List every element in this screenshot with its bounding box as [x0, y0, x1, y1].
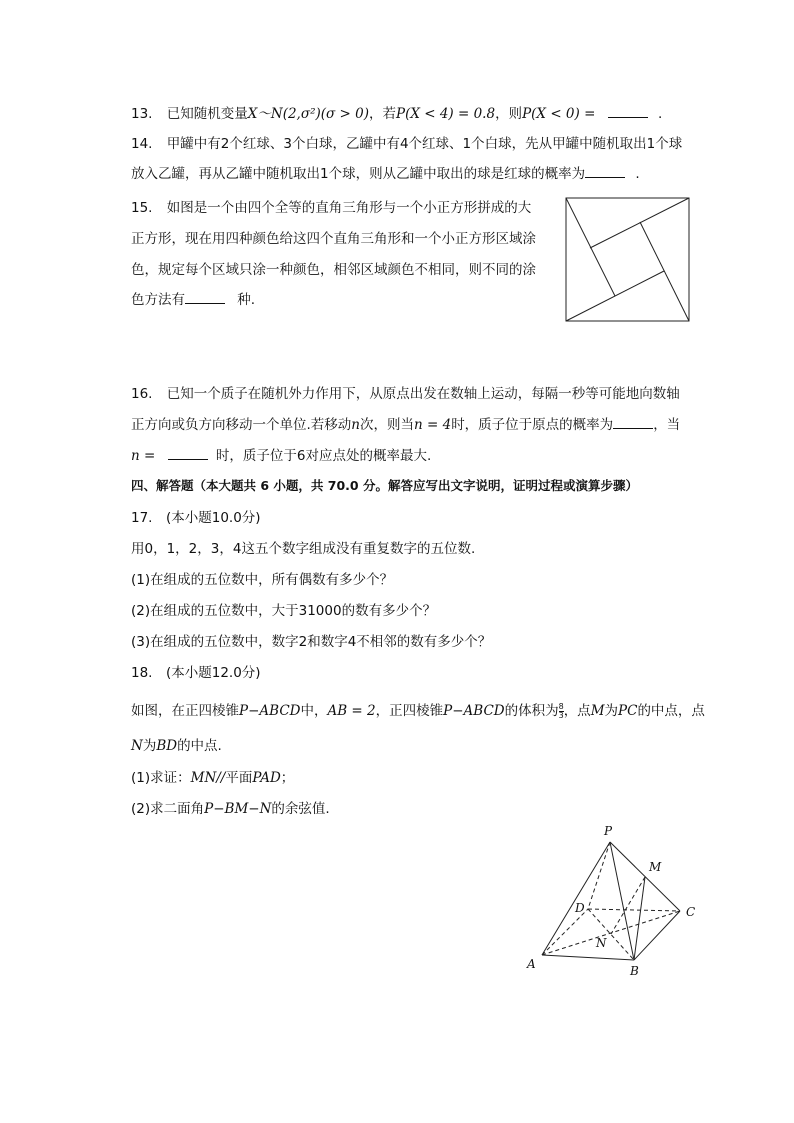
q18-line2-a: 为: [142, 738, 157, 754]
q16-line3-b: 时，质子位于6对应点处的概率最大.: [215, 448, 432, 464]
q18-stem-e: ，点: [563, 703, 591, 719]
q13-math-a: X～N(2,σ²)(σ > 0): [247, 106, 369, 122]
edge-MN: [611, 877, 645, 934]
q18-stem-c: ，正四棱锥: [375, 703, 444, 719]
q18-p2-a: (2)求二面角: [131, 801, 205, 817]
q13-text-b: ，若: [368, 106, 396, 122]
q14-end: .: [635, 166, 640, 182]
triangle-edge-4: [566, 198, 615, 296]
q18-line2-m2: BD: [156, 738, 178, 754]
q18-stem-a: 如图，在正四棱锥: [131, 703, 239, 719]
edge-PD: [588, 842, 610, 909]
q16-line2-c: 时，质子位于原点的概率为: [451, 417, 614, 433]
q18-header: 18. (本小题12.0分): [131, 665, 261, 681]
frac-denominator: 3: [558, 710, 564, 720]
q17-header: 17. (本小题10.0分): [131, 510, 261, 526]
q16-line3-math: n =: [131, 448, 156, 464]
q18-stem-line1: [131, 701, 705, 721]
q14-number: 14.: [131, 136, 153, 152]
q13-answer-blank[interactable]: [608, 105, 648, 118]
q18-p2-b: 的余弦值.: [271, 801, 330, 817]
q18-stem-g: 的中点，点: [637, 703, 705, 719]
frac-numerator: 8: [558, 701, 564, 711]
question-13: [131, 104, 662, 124]
q15-line4-a: 色方法有: [131, 292, 185, 308]
q18-stem-line2: [131, 736, 222, 756]
q16-line2-a: 正方向或负方向移动一个单位.若移动: [131, 417, 352, 433]
edge-AB: [542, 955, 634, 960]
question-16-line2: [131, 415, 680, 435]
q16-line2-d: ，当: [653, 417, 681, 433]
q16-line2-b: 次，则当: [360, 417, 414, 433]
q18-stem-m3: P−ABCD: [443, 703, 505, 719]
question-15-line2: 正方形，现在用四种颜色给这四个直角三角形和一个小正方形区域涂: [131, 231, 536, 247]
q16-answer-blank-2[interactable]: [168, 447, 208, 460]
edge-DC: [588, 909, 680, 911]
q18-stem-b: 中，: [300, 703, 328, 719]
question-16-line1: [131, 384, 680, 404]
triangle-edge-2: [640, 222, 689, 321]
section-4-title: 四、解答题（本大题共 6 小题，共 70.0 分。解答应写出文字说明，证明过程或演算步骤）: [131, 478, 638, 493]
q18-stem-m4: M: [590, 703, 605, 719]
question-14-line1: [131, 134, 682, 154]
question-15-line3: 色，规定每个区域只涂一种颜色，相邻区域颜色不相同，则不同的涂: [131, 262, 536, 278]
question-16-line3: [131, 446, 431, 466]
q13-math-c: P(X < 0) =: [522, 106, 596, 122]
q16-answer-blank-1[interactable]: [613, 416, 653, 429]
q14-line1: 甲罐中有2个红球、3个白球，乙罐中有4个红球、1个白球，先从甲罐中随机取出1个球: [166, 136, 683, 152]
q18-part-1: [131, 768, 294, 788]
q18-p1-a: (1)求证：: [131, 770, 191, 786]
triangle-edge-1: [590, 198, 689, 248]
q13-number: 13.: [131, 106, 153, 122]
edge-PC: [610, 842, 680, 911]
q18-stem-m5: PC: [618, 703, 638, 719]
q18-stem-m1: P−ABCD: [239, 703, 301, 719]
question-15-line4: [131, 290, 255, 310]
q18-stem-f: 为: [604, 703, 619, 719]
q15-number: 15.: [131, 200, 153, 216]
outer-square: [566, 198, 689, 321]
q18-p1-m2: PAD: [252, 770, 281, 786]
q18-line2-b: 的中点.: [177, 738, 222, 754]
q17-part-1: (1)在组成的五位数中，所有偶数有多少个？: [131, 572, 394, 588]
edge-MB: [634, 877, 645, 960]
q18-part-2: [131, 799, 330, 819]
q13-math-b: P(X < 4) = 0.8: [395, 106, 496, 122]
q14-answer-blank[interactable]: [585, 165, 625, 178]
q15-answer-blank[interactable]: [185, 291, 225, 304]
q18-p1-b: 平面: [225, 770, 253, 786]
q16-line2-n: n: [351, 417, 360, 433]
question-15-line1: [131, 198, 531, 218]
q16-line2-math: n = 4: [414, 417, 452, 433]
label-D: D: [575, 901, 585, 915]
q13-text-c: ，则: [495, 106, 523, 122]
pyramid-figure: [520, 820, 705, 980]
q18-line2-m: N: [131, 738, 143, 754]
q13-end: .: [657, 106, 663, 122]
label-A: A: [527, 957, 536, 971]
label-N: N: [596, 936, 607, 950]
q17-part-3: (3)在组成的五位数中，数字2和数字4不相邻的数有多少个？: [131, 634, 492, 650]
q18-p1-c: ；: [280, 770, 295, 786]
q17-part-2: (2)在组成的五位数中，大于31000的数有多少个？: [131, 603, 437, 619]
q18-stem-d: 的体积为: [504, 703, 559, 719]
q14-line2: 放入乙罐，再从乙罐中随机取出1个球，则从乙罐中取出的球是红球的概率为: [131, 166, 586, 182]
question-14-line2: [131, 164, 640, 184]
edge-DB: [588, 909, 634, 960]
q15-line1: 如图是一个由四个全等的直角三角形与一个小正方形拼成的大: [166, 200, 532, 216]
q18-stem-m2: AB = 2: [327, 703, 376, 719]
q16-number: 16.: [131, 386, 153, 402]
square-figure: [565, 197, 691, 324]
label-P: P: [604, 824, 613, 838]
q16-line1: 已知一个质子在随机外力作用下，从原点出发在数轴上运动，每隔一秒等可能地向数轴: [166, 386, 680, 402]
label-M: M: [649, 860, 662, 874]
label-B: B: [630, 964, 639, 978]
label-C: C: [686, 905, 696, 919]
q17-stem: 用0，1，2，3，4这五个数字组成没有重复数字的五位数.: [131, 541, 476, 557]
q18-p1-m: MN//: [190, 770, 226, 786]
q15-line4-b: 种.: [237, 292, 256, 308]
q13-text-a: 已知随机变量: [166, 106, 248, 122]
q18-p2-m: P−BM−N: [204, 801, 272, 817]
